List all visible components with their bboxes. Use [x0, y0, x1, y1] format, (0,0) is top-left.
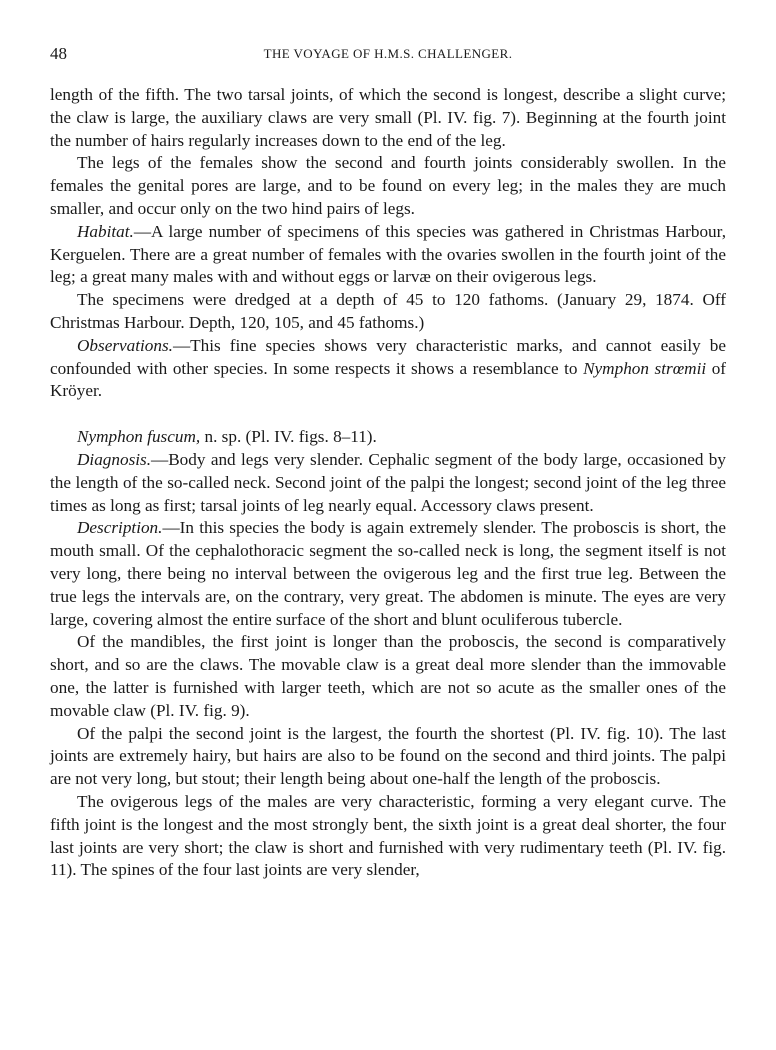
- observations-text: —This fine species shows very characteristic marks, and cannot easily be confounded with other species. In some respects it shows a resemblance to: [50, 335, 726, 378]
- page-number: 48: [50, 44, 67, 63]
- observations-label: Observations.: [77, 335, 173, 355]
- body-text: [50, 84, 726, 882]
- paragraph-female-legs: The legs of the females show the second and fourth joints considerably swollen. In the females the genital pores are large, and to be found on every leg; in the males they are much smaller, and occur only on the two hind pairs of legs.: [50, 153, 726, 218]
- paragraph-description: [50, 517, 726, 631]
- paragraph-mandibles: Of the mandibles, the first joint is longer than the proboscis, the second is comparatively short, and so are the claws. The movable claw is a great deal more slender than the immovable one, the latter is furnished with larger teeth, which are not so acute as the smaller ones of the movable claw (Pl. IV. fig. 9).: [50, 632, 726, 720]
- paragraph-diagnosis: [50, 449, 726, 517]
- page-header: [50, 44, 726, 66]
- habitat-label: Habitat.: [77, 221, 134, 241]
- species-name: Nymphon fuscum,: [77, 427, 201, 447]
- diagnosis-label: Diagnosis.: [77, 449, 152, 469]
- paragraph-dredging: The specimens were dredged at a depth of 45 to 120 fathoms. (January 29, 1874. Off Christmas Harbour. Depth, 120, 105, and 45 fathoms.): [50, 290, 726, 332]
- paragraph-palpi: Of the palpi the second joint is the largest, the fourth the shortest (Pl. IV. fig. 10). The last joints are extremely hairy, but hairs are also to be found on the second and third joints. The palpi are not very long, but stout; their length being about one-half the length of the proboscis.: [50, 723, 726, 789]
- observations-tail: of Kröyer.: [50, 358, 727, 401]
- paragraph-ovigerous-legs: The ovigerous legs of the males are very characteristic, forming a very elegant curve. The fifth joint is the longest and the most strongly bent, the sixth joint is a great deal shorter, the four last joints are very short; the claw is short and furnished with very rudimentary teeth (Pl. IV. fig. 11). The spines of the four last joints are very slender,: [50, 791, 726, 880]
- section-gap: [50, 403, 726, 426]
- paragraph-continuation: length of the fifth. The two tarsal joints, of which the second is longest, describe a slight curve; the claw is large, the auxiliary claws are very small (Pl. IV. fig. 7). Beginning at the fourth joint the number of hairs regularly increases down to the end of the leg.: [50, 85, 726, 150]
- description-label: Description.: [77, 518, 163, 538]
- running-title: THE VOYAGE OF H.M.S. CHALLENGER.: [263, 46, 513, 61]
- species-reference: n. sp. (Pl. IV. figs. 8–11).: [204, 427, 377, 447]
- observations-species: Nymphon strœmii: [583, 358, 707, 378]
- paragraph-habitat: [50, 221, 726, 289]
- paragraph-observations: [50, 335, 726, 403]
- diagnosis-text: —Body and legs very slender. Cephalic segment of the body large, occasioned by the length of the so-called neck. Second joint of the palpi the longest; second joint of the leg three times as long as first; tarsal joints of leg nearly equal. Accessory claws present.: [50, 449, 726, 515]
- habitat-text: —A large number of specimens of this species was gathered in Christmas Harbour, Kerguelen. There are a great number of females with the ovaries swollen in the fourth joint of the leg; a great many males with and without eggs or larvæ on their ovigerous legs.: [50, 221, 726, 287]
- description-text: —In this species the body is again extremely slender. The proboscis is short, the mouth small. Of the cephalothoracic segment the so-called neck is long, the segment itself is not very long, there being no interval between the ovigerous leg and the first true leg. Between the true legs the intervals are, on the contrary, very great. The abdomen is minute. The eyes are very large, covering almost the entire surface of the short and blunt oculiferous tubercle.: [50, 518, 726, 629]
- species-heading: [50, 426, 726, 449]
